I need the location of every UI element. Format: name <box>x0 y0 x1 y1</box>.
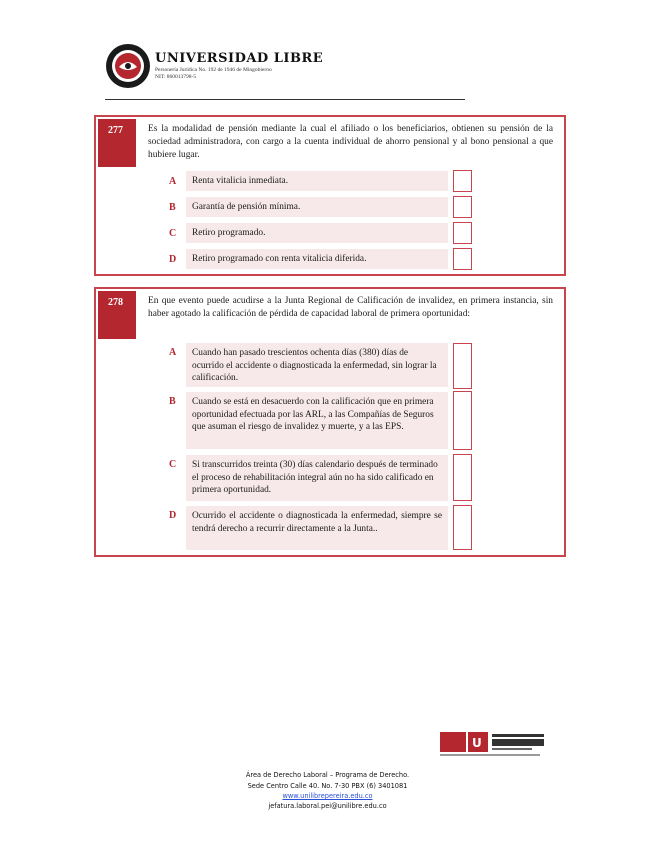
option-letter: D <box>169 510 177 521</box>
answer-checkbox-b[interactable] <box>453 391 472 450</box>
answer-checkbox-a[interactable] <box>453 170 472 192</box>
option-text: Renta vitalicia inmediata. <box>186 171 448 191</box>
footer-department: Área de Derecho Laboral – Programa de Derecho. <box>245 771 410 779</box>
answer-checkbox-b[interactable] <box>453 196 472 218</box>
question-card-277 <box>94 115 566 276</box>
option-letter: B <box>169 202 176 213</box>
answer-checkbox-c[interactable] <box>453 222 472 244</box>
option-text: Ocurrido el accidente o diagnosticada la enfermedad, siempre se tendrá derecho a recurrir directamente a la Junta.. <box>186 506 448 550</box>
option-letter: D <box>169 254 177 265</box>
header-divider <box>105 99 465 100</box>
university-name: UNIVERSIDAD LIBRE <box>155 51 324 66</box>
accreditation-logo <box>440 730 545 758</box>
question-text: Es la modalidad de pensión mediante la cual el afiliado o los beneficiarios, obtienen su pensión de la sociedad administradora, con cargo a la cuenta individual de ahorro pensional y al bono pensional a que hubiere lugar. <box>148 124 553 160</box>
option-text: Retiro programado con renta vitalicia diferida. <box>186 249 448 269</box>
svg-text:U: U <box>472 736 482 750</box>
option-text: Cuando han pasado trescientos ochenta días (380) días de ocurrido el accidente o diagnosticada la enfermedad, sin lograr la calificación. <box>186 343 448 387</box>
question-text: En que evento puede acudirse a la Junta Regional de Calificación de invalidez, en primera instancia, sin haber agotado la calificación de pérdida de capacidad laboral de primera oportunidad: <box>148 296 553 319</box>
answer-checkbox-d[interactable] <box>453 505 472 550</box>
nit-number: NIT: 860013798-5 <box>155 74 197 80</box>
option-text: Garantía de pensión mínima. <box>186 197 448 217</box>
option-letter: B <box>169 396 176 407</box>
option-letter: C <box>169 459 177 470</box>
footer-email: jefatura.laboral.pei@unilibre.edu.co <box>268 802 387 810</box>
option-text: Si transcurridos treinta (30) días calendario después de terminado el proceso de rehabilitación integral aún no ha sido calificado en primera oportunidad. <box>186 455 448 501</box>
answer-checkbox-c[interactable] <box>453 454 472 501</box>
question-number: 277 <box>98 119 136 167</box>
option-letter: C <box>169 228 177 239</box>
answer-checkbox-a[interactable] <box>453 343 472 389</box>
option-text: Retiro programado. <box>186 223 448 243</box>
option-letter: A <box>169 347 177 358</box>
university-seal-logo <box>105 43 151 89</box>
question-number: 278 <box>98 291 136 339</box>
option-text: Cuando se está en desacuerdo con la calificación que en primera oportunidad efectuada por las ARL, a las Compañías de Seguros que asuman el riesgo de invalidez y muerte, y a las EPS. <box>186 392 448 449</box>
footer-address: Sede Centro Calle 40. No. 7-30 PBX (6) 3401081 <box>247 782 408 790</box>
option-letter: A <box>169 176 177 187</box>
answer-checkbox-d[interactable] <box>453 248 472 270</box>
footer-website-link[interactable]: www.unilibrepereira.edu.co <box>282 792 373 800</box>
legal-status: Personería Jurídica No. 192 de 1946 de Mingobierno <box>155 67 272 73</box>
letterhead <box>105 43 465 99</box>
question-card-278 <box>94 287 566 557</box>
